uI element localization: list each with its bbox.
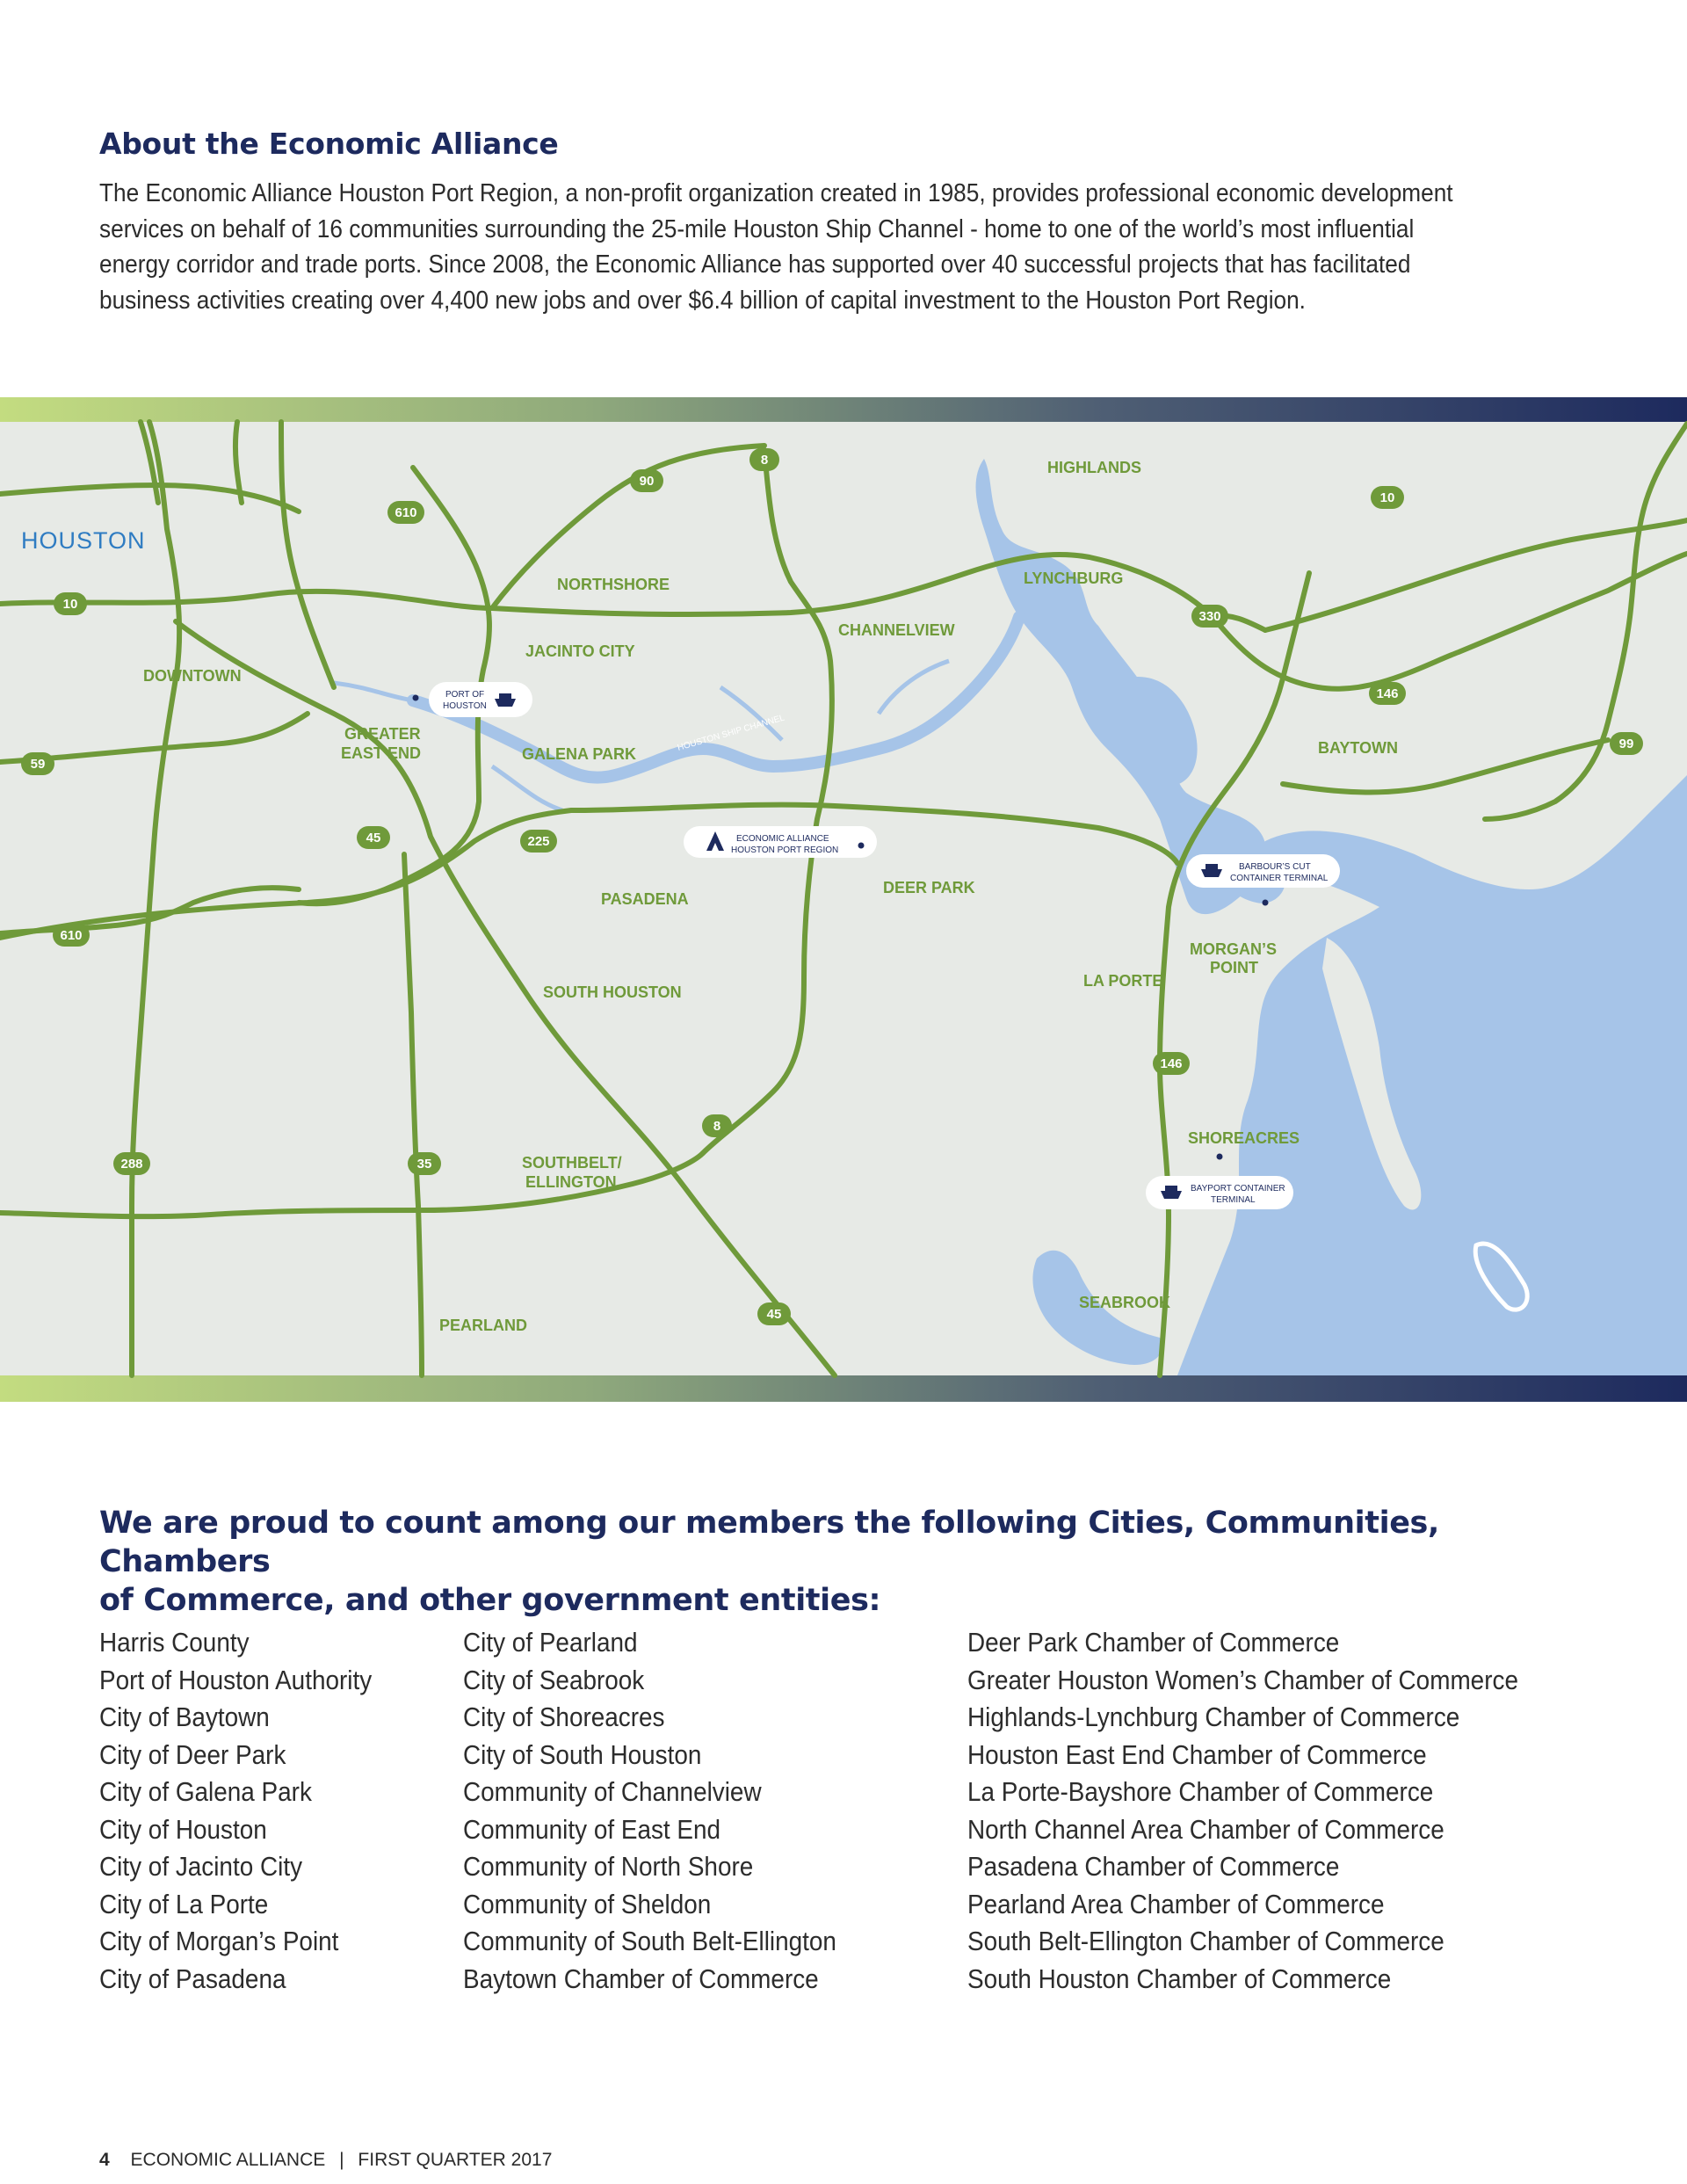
shield-45-south [757,1302,791,1325]
member-item: City of Baytown [99,1701,270,1732]
member-item: South Houston Chamber of Commerce [967,1963,1392,1994]
member-item: City of Deer Park [99,1738,286,1770]
member-item: Baytown Chamber of Commerce [463,1963,819,1994]
place-la-porte: LA PORTE [1083,972,1163,990]
svg-text:99: 99 [1618,736,1634,751]
about-body: The Economic Alliance Houston Port Region, a non-profit organization created in 1985, provides professional economic development services on behalf of 16 communities surrounding the 25-mile Houston Ship Channel - home to one of the world’s most influential energy corridor and trade ports. Since 2008, the Economic Alliance has supported over 40 successful projects that has facilitated business activities creating over 4,400 new jobs and over $6.4 billion of capital investment to the Houston Port Region. [99,179,1453,315]
svg-text:HOUSTON PORT REGION: HOUSTON PORT REGION [731,845,839,855]
svg-text:330: 330 [1198,609,1221,624]
place-southbelt-1: SOUTHBELT/ [522,1154,622,1172]
member-item: Community of Channelview [463,1776,762,1807]
place-northshore: NORTHSHORE [557,576,670,593]
svg-text:225: 225 [527,834,550,849]
svg-text:8: 8 [760,453,769,468]
member-item: Greater Houston Women’s Chamber of Commerce [967,1664,1518,1695]
member-item: Houston East End Chamber of Commerce [967,1738,1427,1770]
place-south-houston: SOUTH HOUSTON [543,983,682,1001]
svg-text:BARBOUR’S CUT: BARBOUR’S CUT [1239,862,1311,872]
members-column-1 [99,1624,372,1998]
svg-text:45: 45 [766,1307,782,1322]
svg-text:610: 610 [395,505,417,520]
shield-610-south [53,924,90,947]
members-title [99,1504,1593,1620]
about-title: About the Economic Alliance [99,127,559,161]
shield-288 [113,1152,150,1175]
members-column-3 [967,1624,1518,1998]
svg-text:35: 35 [416,1157,432,1172]
map-bottom-band [0,1375,1687,1402]
place-greater-east-end-1: GREATER [344,725,421,743]
svg-text:TERMINAL: TERMINAL [1211,1195,1256,1205]
footer-publication: ECONOMIC ALLIANCE [130,2150,326,2170]
place-seabrook: SEABROOK [1079,1294,1171,1311]
map-city-houston: HOUSTON [21,527,146,554]
shield-610-north [387,501,424,524]
svg-text:8: 8 [713,1119,721,1134]
members-column-2 [463,1624,836,1998]
member-item: City of Pasadena [99,1963,286,1994]
svg-text:90: 90 [639,474,655,489]
shield-10-east [1371,486,1404,509]
place-pasadena: PASADENA [601,890,689,908]
place-southbelt-2: ELLINGTON [525,1173,617,1191]
shield-330 [1191,605,1228,628]
shield-59 [21,752,54,775]
shield-45-north [357,826,390,849]
member-item: Pearland Area Chamber of Commerce [967,1888,1385,1919]
member-item: City of Seabrook [463,1664,645,1695]
members-title-line2: of Commerce, and other government entities: [99,1583,881,1618]
svg-text:146: 146 [1376,686,1399,701]
member-item: City of Morgan’s Point [99,1926,339,1956]
place-shoreacres: SHOREACRES [1188,1129,1300,1147]
svg-text:146: 146 [1160,1056,1183,1071]
shield-8-south [702,1114,732,1137]
page-number: 4 [99,2150,110,2170]
member-item: City of South Houston [463,1738,702,1770]
member-item: City of Shoreacres [463,1701,665,1732]
place-deer-park: DEER PARK [883,879,975,896]
svg-text:45: 45 [366,831,381,845]
svg-text:288: 288 [120,1157,143,1172]
place-morgans-point-1: MORGAN’S [1190,940,1277,958]
shield-225 [520,830,557,853]
shield-8-north [749,448,779,471]
place-morgans-point-2: POINT [1210,959,1259,976]
member-item: Pasadena Chamber of Commerce [967,1851,1340,1882]
svg-text:59: 59 [30,757,46,772]
member-item: Community of North Shore [463,1851,754,1882]
member-item: Port of Houston Authority [99,1664,373,1695]
member-item: Community of Sheldon [463,1888,712,1919]
member-item: Deer Park Chamber of Commerce [967,1627,1340,1658]
shield-146-north [1369,682,1406,705]
footer-issue: FIRST QUARTER 2017 [358,2150,553,2170]
page-footer [99,2150,552,2171]
member-item: City of Pearland [463,1627,638,1658]
shield-10-west [54,592,87,615]
svg-text:BAYPORT CONTAINER: BAYPORT CONTAINER [1191,1184,1285,1194]
region-map [0,397,1687,1402]
shield-146-south [1153,1052,1190,1075]
member-item: Harris County [99,1627,250,1658]
footer-separator: | [339,2150,344,2170]
member-item: South Belt-Ellington Chamber of Commerce [967,1926,1444,1956]
svg-text:610: 610 [60,928,83,943]
ship-channel-label: HOUSTON SHIP CHANNEL [676,713,786,753]
svg-text:10: 10 [62,597,78,612]
member-item: La Porte-Bayshore Chamber of Commerce [967,1776,1434,1807]
map-top-band [0,397,1687,422]
svg-text:ECONOMIC ALLIANCE: ECONOMIC ALLIANCE [736,834,829,844]
member-item: Highlands-Lynchburg Chamber of Commerce [967,1701,1460,1732]
member-item: City of La Porte [99,1888,269,1919]
place-jacinto-city: JACINTO CITY [525,642,635,660]
place-downtown: DOWNTOWN [143,667,242,685]
member-item: Community of East End [463,1813,721,1845]
svg-text:HOUSTON: HOUSTON [443,701,487,711]
place-highlands: HIGHLANDS [1047,459,1141,476]
callout-economic-alliance [684,826,877,858]
place-greater-east-end-2: EAST END [341,744,422,762]
shield-99 [1610,732,1643,755]
svg-text:CONTAINER TERMINAL: CONTAINER TERMINAL [1230,874,1329,883]
place-baytown: BAYTOWN [1318,739,1399,757]
place-lynchburg: LYNCHBURG [1024,570,1124,587]
member-item: Community of South Belt-Ellington [463,1926,836,1956]
shield-90 [630,469,663,492]
member-item: North Channel Area Chamber of Commerce [967,1813,1444,1845]
shield-35 [408,1152,441,1175]
svg-text:PORT OF: PORT OF [445,690,485,700]
member-item: City of Houston [99,1813,267,1845]
member-item: City of Jacinto City [99,1851,303,1882]
member-item: City of Galena Park [99,1776,312,1807]
place-pearland: PEARLAND [439,1317,528,1334]
place-galena-park: GALENA PARK [522,745,636,763]
members-title-line1: We are proud to count among our members the following Cities, Communities, Chambers [99,1506,1439,1579]
place-channelview: CHANNELVIEW [838,621,955,639]
svg-text:10: 10 [1379,490,1395,505]
